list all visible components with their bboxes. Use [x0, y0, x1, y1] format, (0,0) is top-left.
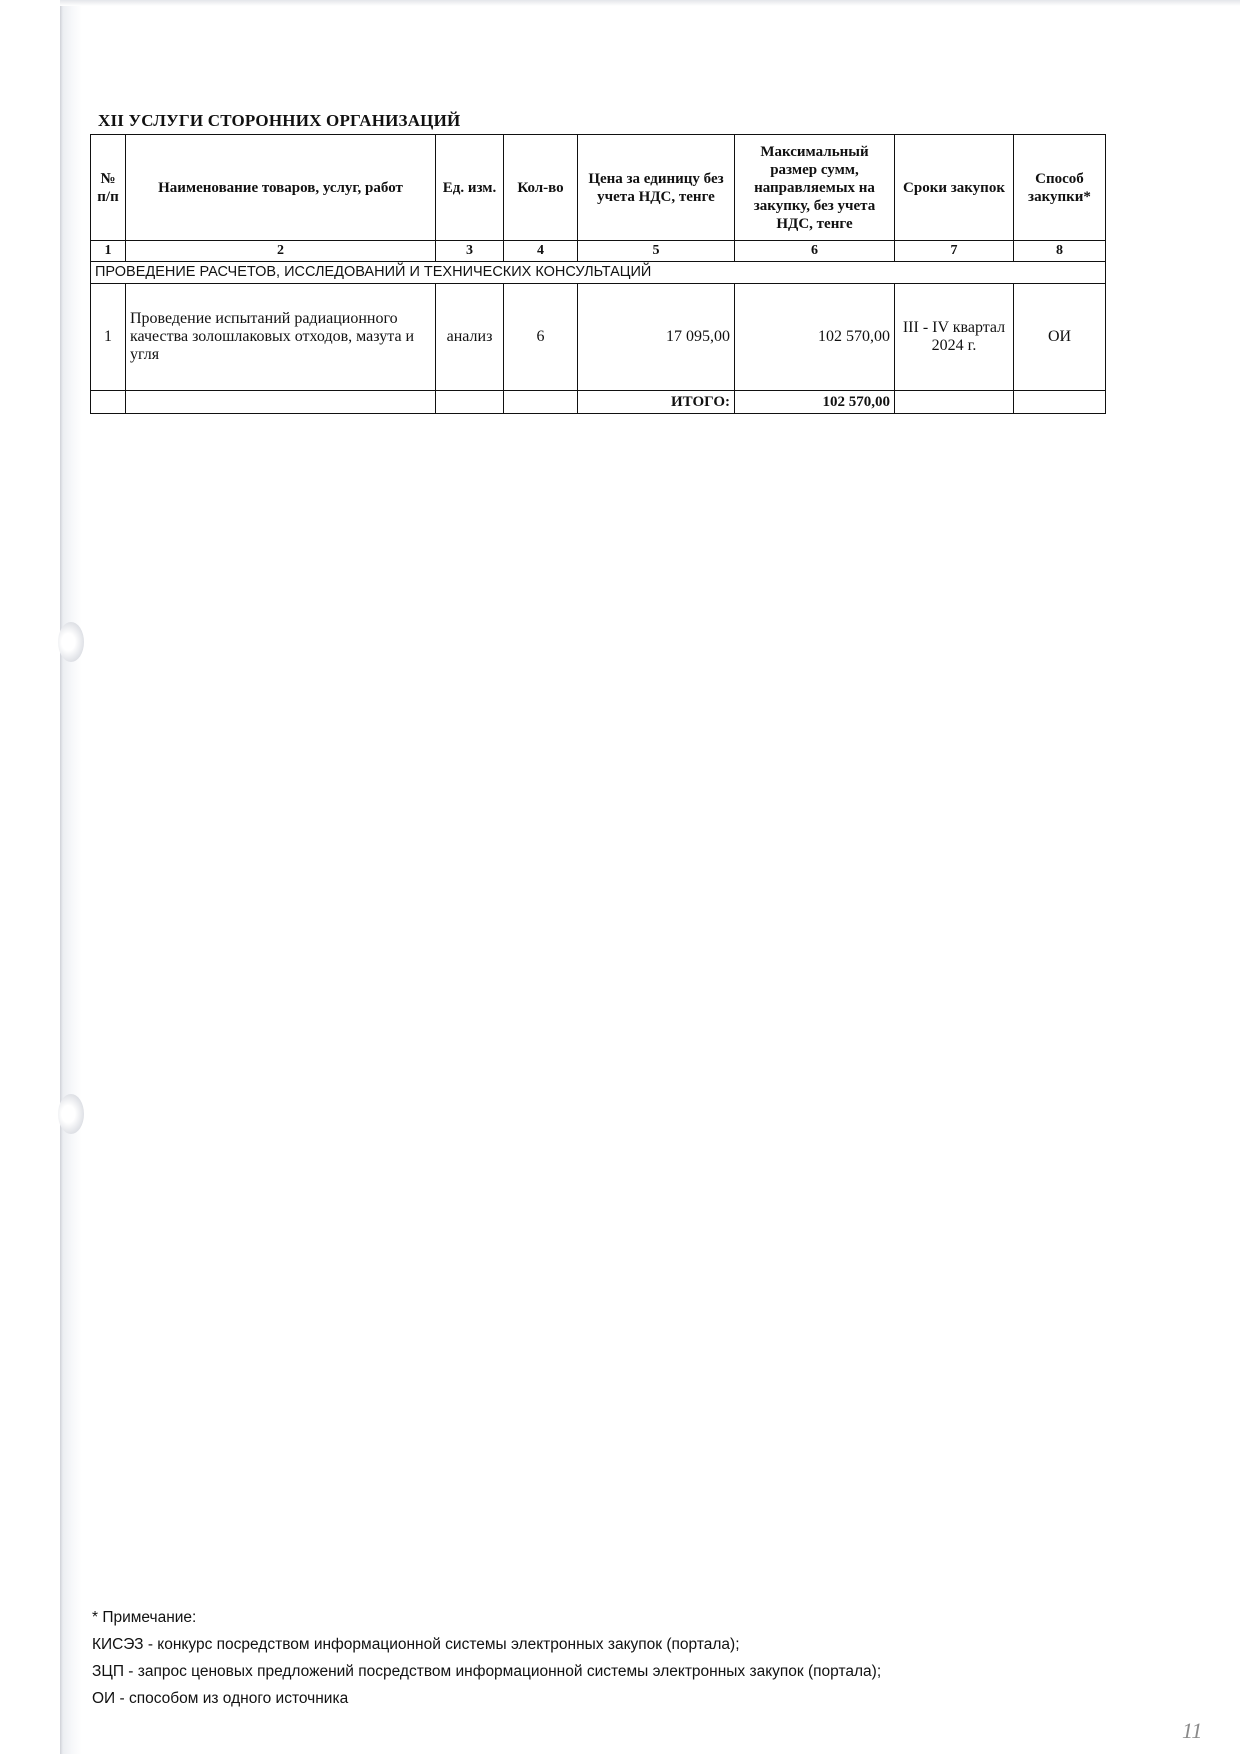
- header-method: Способ закупки*: [1014, 135, 1106, 241]
- punch-hole: [58, 1094, 84, 1134]
- column-number: 6: [735, 241, 895, 262]
- header-name: Наименование товаров, услуг, работ: [126, 135, 436, 241]
- row-terms: III - IV квартал 2024 г.: [895, 284, 1014, 391]
- column-number: 7: [895, 241, 1014, 262]
- total-value: 102 570,00: [735, 391, 895, 414]
- column-number: 5: [578, 241, 735, 262]
- header-num: № п/п: [91, 135, 126, 241]
- row-num: 1: [91, 284, 126, 391]
- category-label: ПРОВЕДЕНИЕ РАСЧЕТОВ, ИССЛЕДОВАНИЙ И ТЕХНИЧЕСКИХ КОНСУЛЬТАЦИЙ: [91, 262, 1106, 284]
- row-qty: 6: [504, 284, 578, 391]
- header-unit: Ед. изм.: [436, 135, 504, 241]
- section-title: XII УСЛУГИ СТОРОННИХ ОРГАНИЗАЦИЙ: [98, 111, 461, 130]
- row-name: Проведение испытаний радиационного качества золошлаковых отходов, мазута и угля: [126, 284, 436, 391]
- punch-hole: [58, 622, 84, 662]
- header-max-sum: Максимальный размер сумм, направляемых на закупку, без учета НДС, тенге: [735, 135, 895, 241]
- column-number: 1: [91, 241, 126, 262]
- header-terms: Сроки закупок: [895, 135, 1014, 241]
- column-number: 3: [436, 241, 504, 262]
- empty-cell: [436, 391, 504, 414]
- category-row: [91, 262, 1106, 284]
- procurement-table: [90, 134, 1106, 414]
- footnote-line: ЗЦП - запрос ценовых предложений посредством информационной системы электронных закупок (портала);: [92, 1663, 882, 1680]
- total-label: ИТОГО:: [578, 391, 735, 414]
- column-number: 8: [1014, 241, 1106, 262]
- table-row: [91, 284, 1106, 391]
- empty-cell: [1014, 391, 1106, 414]
- header-row: [91, 135, 1106, 241]
- footnote: [92, 1604, 1192, 1712]
- empty-cell: [91, 391, 126, 414]
- row-method: ОИ: [1014, 284, 1106, 391]
- row-unit: анализ: [436, 284, 504, 391]
- column-number-row: [91, 241, 1106, 262]
- footnote-title: * Примечание:: [92, 1609, 197, 1626]
- empty-cell: [126, 391, 436, 414]
- empty-cell: [895, 391, 1014, 414]
- column-number: 4: [504, 241, 578, 262]
- scan-top-edge: [60, 0, 1240, 6]
- row-max-sum: 102 570,00: [735, 284, 895, 391]
- header-qty: Кол-во: [504, 135, 578, 241]
- column-number: 2: [126, 241, 436, 262]
- footnote-line: ОИ - способом из одного источника: [92, 1690, 349, 1707]
- row-price: 17 095,00: [578, 284, 735, 391]
- empty-cell: [504, 391, 578, 414]
- footnote-line: КИСЭЗ - конкурс посредством информационной системы электронных закупок (портала);: [92, 1636, 740, 1653]
- page-number-mark: 11: [1182, 1718, 1203, 1743]
- scan-left-edge: [60, 0, 82, 1754]
- header-price: Цена за единицу без учета НДС, тенге: [578, 135, 735, 241]
- total-row: [91, 391, 1106, 414]
